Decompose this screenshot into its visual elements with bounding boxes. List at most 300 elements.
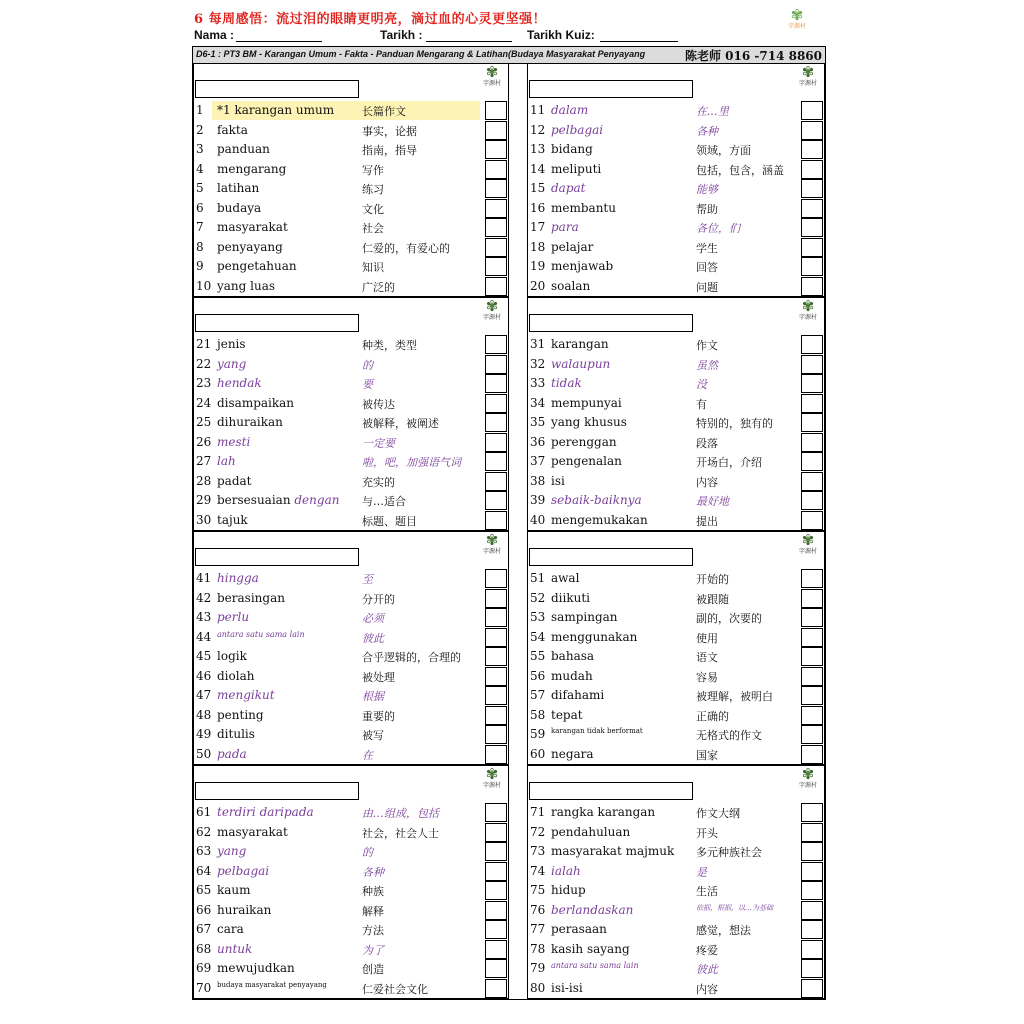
- tarikh-kuiz-line[interactable]: [600, 41, 678, 42]
- answer-box[interactable]: [801, 277, 823, 296]
- malay-word: [551, 825, 630, 839]
- chinese-meaning: 回答: [696, 261, 718, 274]
- vocab-number: 30: [196, 512, 212, 527]
- malay-word-text: pelajar: [551, 239, 594, 254]
- vocab-row: [528, 803, 824, 822]
- panel-title-box[interactable]: [195, 314, 359, 332]
- answer-box[interactable]: [801, 433, 823, 452]
- chinese-meaning: 解释: [362, 904, 384, 918]
- answer-box[interactable]: [485, 628, 507, 647]
- vocab-row: [528, 920, 824, 939]
- vocab-row: [194, 920, 508, 939]
- answer-box[interactable]: [801, 940, 823, 959]
- answer-box[interactable]: [485, 511, 507, 530]
- answer-box[interactable]: [485, 589, 507, 608]
- malay-word: [551, 688, 604, 702]
- vocab-row: [528, 257, 824, 276]
- vocab-number: 16: [530, 200, 546, 215]
- vocab-row: [528, 121, 824, 140]
- answer-box[interactable]: [485, 179, 507, 198]
- vocab-number: 14: [530, 161, 546, 176]
- vocab-number: 15: [530, 181, 546, 195]
- malay-word-text: difahami: [551, 688, 605, 702]
- vocab-row: [194, 647, 508, 666]
- chinese-meaning: 各种: [696, 124, 718, 138]
- vocab-number: 18: [530, 239, 546, 254]
- vocab-panel: [527, 297, 825, 531]
- malay-word: [217, 220, 288, 234]
- vocab-number: 77: [530, 922, 546, 936]
- chinese-meaning: 能够: [696, 183, 718, 196]
- malay-word-text: diolah: [217, 668, 255, 683]
- malay-word-text: padat: [217, 473, 252, 488]
- chinese-meaning: 被跟随: [696, 592, 729, 606]
- malay-word-text: latihan: [217, 181, 260, 195]
- answer-box[interactable]: [485, 745, 507, 764]
- malay-word: [217, 279, 275, 293]
- malay-word-text: untuk: [217, 941, 253, 956]
- panel-title-box[interactable]: [529, 80, 693, 98]
- answer-box[interactable]: [801, 199, 823, 218]
- vocab-number: 73: [530, 844, 546, 858]
- vocab-number: 69: [196, 961, 212, 975]
- answer-box[interactable]: [801, 335, 823, 354]
- vocab-row: [528, 374, 824, 393]
- malay-word: [217, 688, 275, 702]
- palm-icon: ✾: [790, 6, 804, 24]
- answer-box[interactable]: [801, 374, 823, 393]
- answer-box[interactable]: [801, 803, 823, 822]
- malay-word-text: huraikan: [217, 902, 272, 917]
- answer-box[interactable]: [801, 160, 823, 179]
- vocab-panel: [193, 531, 509, 765]
- answer-box[interactable]: [485, 667, 507, 686]
- vocab-number: 68: [196, 941, 212, 956]
- vocab-row: [194, 901, 508, 920]
- chinese-meaning: 疼爱: [696, 943, 718, 957]
- answer-box[interactable]: [485, 238, 507, 257]
- chinese-meaning: 正确的: [696, 709, 729, 723]
- panel-title-box[interactable]: [529, 548, 693, 566]
- malay-word-text: para: [551, 220, 579, 234]
- panel-title-box[interactable]: [195, 80, 359, 98]
- vocab-row: [528, 491, 824, 510]
- vocab-row: [528, 706, 824, 725]
- vocab-row: [194, 101, 508, 120]
- malay-word: [217, 669, 254, 683]
- malay-word: [217, 844, 246, 858]
- weekly-motto: 6 每周感悟：流过泪的眼睛更明亮，滴过血的心灵更坚强！: [194, 12, 547, 27]
- malay-word: [551, 123, 603, 137]
- chinese-meaning: 与…适合: [362, 495, 406, 508]
- chinese-meaning: 段落: [696, 436, 718, 450]
- answer-box[interactable]: [485, 140, 507, 159]
- vocab-row: [194, 667, 508, 686]
- vocab-number: 54: [530, 629, 546, 644]
- answer-box[interactable]: [485, 160, 507, 179]
- vocab-number: 57: [530, 688, 546, 702]
- chinese-meaning: 容易: [696, 670, 718, 684]
- malay-word-text: mempunyai: [551, 395, 622, 410]
- answer-box[interactable]: [485, 472, 507, 491]
- chinese-meaning: 的: [362, 846, 373, 859]
- malay-word-text: yang: [217, 356, 247, 371]
- malay-word-text: karangan: [551, 337, 609, 351]
- malay-word: [551, 201, 616, 215]
- vocab-number: 21: [196, 337, 212, 351]
- answer-box[interactable]: [801, 569, 823, 588]
- teacher-contact: 陈老师 016 -714 8860: [684, 49, 822, 63]
- vocab-row: [194, 218, 508, 237]
- panel-logo: ✾ 字源村: [477, 533, 507, 557]
- malay-word: [551, 337, 609, 351]
- panel-logo: ✾ 字源村: [793, 65, 823, 89]
- malay-word-text: tepat: [551, 707, 583, 722]
- answer-box[interactable]: [485, 257, 507, 276]
- chinese-meaning: 事实，论据: [362, 124, 417, 138]
- answer-box[interactable]: [485, 335, 507, 354]
- vocab-number: 40: [530, 512, 546, 527]
- malay-word-text: mengemukakan: [551, 512, 648, 527]
- chinese-meaning: 被传达: [362, 397, 395, 411]
- malay-word-text: rangka karangan: [551, 805, 656, 819]
- tarikh-line[interactable]: [426, 41, 512, 42]
- chinese-meaning: 必须: [362, 612, 384, 625]
- answer-box[interactable]: [485, 940, 507, 959]
- answer-box[interactable]: [801, 725, 823, 744]
- vocab-number: 41: [196, 571, 212, 585]
- malay-word-text: masyarakat majmuk: [551, 844, 675, 858]
- malay-word: [217, 396, 294, 410]
- vocab-row: [194, 179, 508, 198]
- chinese-meaning: 有: [696, 397, 707, 411]
- answer-box[interactable]: [485, 394, 507, 413]
- answer-box[interactable]: [485, 433, 507, 452]
- answer-box[interactable]: [801, 238, 823, 257]
- chinese-meaning: 彼此: [362, 631, 384, 645]
- vocab-row: [194, 589, 508, 608]
- malay-word-text: soalan: [551, 278, 591, 293]
- answer-box[interactable]: [801, 823, 823, 842]
- chinese-meaning: 在…里: [696, 105, 729, 118]
- malay-word: [217, 474, 252, 488]
- malay-word: [217, 201, 261, 215]
- vocab-number: 24: [196, 395, 212, 410]
- answer-box[interactable]: [485, 218, 507, 237]
- answer-box[interactable]: [485, 374, 507, 393]
- chinese-meaning: 在: [362, 748, 373, 762]
- vocab-number: 10: [196, 278, 212, 293]
- panel-title-box[interactable]: [195, 782, 359, 800]
- answer-box[interactable]: [485, 706, 507, 725]
- malay-word: [217, 649, 247, 663]
- malay-word-text: isi-isi: [551, 980, 583, 995]
- vocab-row: [528, 140, 824, 159]
- vocab-row: [528, 628, 824, 647]
- malay-word-text: logik: [217, 649, 247, 663]
- answer-box[interactable]: [801, 121, 823, 140]
- answer-box[interactable]: [801, 589, 823, 608]
- malay-word: [551, 474, 565, 488]
- chinese-meaning: 作文大纲: [696, 807, 740, 820]
- malay-word: [551, 630, 637, 644]
- malay-word: [551, 396, 622, 410]
- malay-word: [551, 591, 590, 605]
- malay-word-text: masyarakat: [217, 824, 288, 839]
- malay-word-text: ialah: [551, 863, 581, 878]
- answer-box[interactable]: [485, 608, 507, 627]
- answer-box[interactable]: [801, 355, 823, 374]
- malay-word: [551, 162, 601, 176]
- answer-box[interactable]: [801, 452, 823, 471]
- malay-word-text: walaupun: [551, 356, 611, 371]
- malay-word-text: negara: [551, 746, 594, 761]
- panel-title-box[interactable]: [529, 314, 693, 332]
- palm-icon: ✾: [485, 531, 499, 549]
- malay-word-text: pengenalan: [551, 454, 622, 468]
- malay-word: [551, 376, 582, 390]
- vocab-number: 7: [196, 220, 204, 234]
- malay-word: [551, 961, 639, 970]
- chinese-meaning: 种类，类型: [362, 339, 417, 352]
- answer-box[interactable]: [801, 608, 823, 627]
- answer-box[interactable]: [485, 979, 507, 998]
- nama-line[interactable]: [236, 41, 322, 42]
- answer-box[interactable]: [485, 842, 507, 861]
- chinese-meaning: 多元种族社会: [696, 846, 762, 859]
- malay-word-text: kaum: [217, 883, 251, 897]
- vocab-number: 72: [530, 824, 546, 839]
- malay-word-text: yang: [217, 844, 247, 858]
- malay-word: [217, 903, 271, 917]
- vocab-number: 49: [196, 727, 212, 741]
- chinese-meaning: 是: [696, 865, 707, 879]
- vocab-row: [528, 511, 824, 530]
- malay-word-text: ditulis: [217, 727, 255, 741]
- vocab-number: 13: [530, 142, 546, 156]
- answer-box[interactable]: [485, 101, 507, 120]
- malay-word-text: *1 karangan umum: [217, 103, 335, 117]
- chinese-meaning: 内容: [696, 982, 718, 996]
- panel-logo: ✾ 字源村: [477, 767, 507, 791]
- malay-word-text: budaya masyarakat penyayang: [217, 980, 327, 989]
- chinese-meaning: 重要的: [362, 709, 395, 723]
- answer-box[interactable]: [801, 881, 823, 900]
- malay-word-text: perasaan: [551, 922, 607, 936]
- answer-box[interactable]: [485, 959, 507, 978]
- answer-box[interactable]: [801, 511, 823, 530]
- answer-box[interactable]: [801, 979, 823, 998]
- answer-box[interactable]: [485, 569, 507, 588]
- answer-box[interactable]: [801, 920, 823, 939]
- malay-word: [217, 942, 252, 956]
- malay-word-text: hendak: [217, 376, 262, 390]
- vocab-number: 67: [196, 922, 212, 936]
- malay-word-text: pada: [217, 746, 247, 761]
- answer-box[interactable]: [485, 803, 507, 822]
- malay-word-text: diikuti: [551, 590, 591, 605]
- vocab-row: [194, 842, 508, 861]
- vocab-row: [528, 862, 824, 881]
- answer-box[interactable]: [485, 452, 507, 471]
- vocab-row: [528, 569, 824, 588]
- answer-box[interactable]: [801, 140, 823, 159]
- answer-box[interactable]: [485, 881, 507, 900]
- vocab-row: [194, 491, 508, 510]
- answer-box[interactable]: [485, 491, 507, 510]
- answer-box[interactable]: [801, 862, 823, 881]
- answer-box[interactable]: [485, 823, 507, 842]
- malay-word: [551, 415, 627, 429]
- malay-word-text: mengarang: [217, 161, 287, 176]
- malay-word-text: awal: [551, 571, 580, 585]
- answer-box[interactable]: [801, 647, 823, 666]
- vocab-row: [528, 823, 824, 842]
- chinese-meaning: 社会，社会人士: [362, 826, 439, 840]
- answer-box[interactable]: [801, 472, 823, 491]
- vocab-row: [194, 277, 508, 296]
- answer-box[interactable]: [801, 218, 823, 237]
- vocab-row: [528, 394, 824, 413]
- vocab-number: 50: [196, 746, 212, 761]
- vocab-number: 48: [196, 707, 212, 722]
- vocab-row: [528, 940, 824, 959]
- chinese-meaning: 帮助: [696, 202, 718, 216]
- malay-word: [217, 123, 248, 137]
- chinese-meaning: 无格式的作文: [696, 729, 762, 742]
- vocab-row: [194, 628, 508, 647]
- chinese-meaning: 仁爱社会文化: [362, 982, 428, 996]
- worksheet-header: [193, 47, 825, 64]
- vocab-number: 58: [530, 707, 546, 722]
- vocab-number: 28: [196, 473, 212, 488]
- chinese-meaning: 根据: [362, 690, 384, 703]
- vocab-number: 53: [530, 610, 546, 624]
- malay-word-text: panduan: [217, 142, 270, 156]
- answer-box[interactable]: [801, 101, 823, 120]
- chinese-meaning: 作文: [696, 339, 718, 352]
- vocab-number: 70: [196, 980, 212, 995]
- malay-word-text: sebaik-baiknya: [551, 493, 642, 507]
- malay-word-text: antara satu sama lain: [217, 629, 305, 639]
- answer-box[interactable]: [485, 277, 507, 296]
- chinese-meaning: 各种: [362, 865, 384, 879]
- answer-box[interactable]: [801, 745, 823, 764]
- panel-logo: ✾ 字源村: [793, 299, 823, 323]
- vocab-row: [528, 238, 824, 257]
- vocab-number: 27: [196, 454, 212, 468]
- answer-box[interactable]: [801, 394, 823, 413]
- chinese-meaning: 被处理: [362, 670, 395, 684]
- vocab-row: [528, 452, 824, 471]
- malay-word-text: dihuraikan: [217, 415, 283, 429]
- vocab-number: 29: [196, 493, 212, 507]
- tarikh-label: Tarikh :: [380, 28, 423, 42]
- malay-word-text: pengetahuan: [217, 259, 297, 273]
- answer-box[interactable]: [485, 862, 507, 881]
- palm-icon: ✾: [801, 297, 815, 315]
- malay-word-text: fakta: [217, 122, 248, 137]
- malay-word: [217, 747, 247, 761]
- answer-box[interactable]: [801, 179, 823, 198]
- answer-box[interactable]: [485, 901, 507, 920]
- answer-box[interactable]: [801, 491, 823, 510]
- malay-word: [551, 747, 594, 761]
- chinese-meaning: 种族: [362, 885, 384, 898]
- answer-box[interactable]: [485, 355, 507, 374]
- malay-word-suffix: dengan: [294, 493, 340, 507]
- answer-box[interactable]: [801, 257, 823, 276]
- worksheet-title: D6-1 : PT3 BM - Karangan Umum - Fakta - Panduan Mengarang & Latihan(Budaya Masyarakat Penyayang: [196, 49, 646, 59]
- panel-title-box[interactable]: [195, 548, 359, 566]
- answer-box[interactable]: [801, 706, 823, 725]
- malay-word: [217, 630, 305, 639]
- answer-box[interactable]: [801, 959, 823, 978]
- vocab-row: [194, 472, 508, 491]
- chinese-meaning: 特别的，独有的: [696, 417, 773, 430]
- malay-word-text: menggunakan: [551, 629, 638, 644]
- chinese-meaning: 标题、题目: [362, 514, 417, 528]
- answer-box[interactable]: [485, 647, 507, 666]
- vocab-row: [528, 160, 824, 179]
- answer-box[interactable]: [801, 842, 823, 861]
- answer-box[interactable]: [801, 628, 823, 647]
- vocab-row: [194, 940, 508, 959]
- malay-word: [217, 357, 246, 371]
- malay-word-text: hidup: [551, 883, 586, 897]
- answer-box[interactable]: [485, 920, 507, 939]
- chinese-meaning: 使用: [696, 631, 718, 645]
- chinese-meaning: 被理解，被明白: [696, 690, 773, 703]
- malay-word: [551, 649, 594, 663]
- palm-icon: ✾: [485, 297, 499, 315]
- malay-word: [217, 922, 244, 936]
- malay-word: [551, 357, 610, 371]
- nama-label: Nama :: [194, 28, 235, 42]
- answer-box[interactable]: [485, 725, 507, 744]
- vocab-number: 55: [530, 649, 546, 663]
- vocab-row: [528, 355, 824, 374]
- vocab-panel: [193, 297, 509, 531]
- vocab-number: 46: [196, 668, 212, 683]
- malay-word-text: perlu: [217, 610, 250, 624]
- malay-word: [217, 259, 297, 273]
- answer-box[interactable]: [801, 667, 823, 686]
- malay-word-text: mesti: [217, 434, 251, 449]
- vocab-number: 75: [530, 883, 546, 897]
- malay-word-text: hingga: [217, 571, 259, 585]
- answer-box[interactable]: [485, 686, 507, 705]
- vocab-row: [528, 647, 824, 666]
- panel-title-box[interactable]: [529, 782, 693, 800]
- vocab-row: [528, 842, 824, 861]
- answer-box[interactable]: [485, 413, 507, 432]
- answer-box[interactable]: [801, 413, 823, 432]
- vocab-row: [528, 179, 824, 198]
- malay-word-text: mengikut: [217, 688, 275, 702]
- chinese-meaning: 最好地: [696, 495, 729, 508]
- answer-box[interactable]: [801, 901, 823, 920]
- answer-box[interactable]: [485, 199, 507, 218]
- chinese-meaning: 分开的: [362, 592, 395, 606]
- malay-word: [551, 454, 622, 468]
- chinese-meaning: 生活: [696, 885, 718, 898]
- vocab-number: 33: [530, 376, 546, 390]
- malay-word-text: jenis: [217, 337, 246, 351]
- answer-box[interactable]: [801, 686, 823, 705]
- chinese-meaning: 开场白，介绍: [696, 456, 762, 469]
- answer-box[interactable]: [485, 121, 507, 140]
